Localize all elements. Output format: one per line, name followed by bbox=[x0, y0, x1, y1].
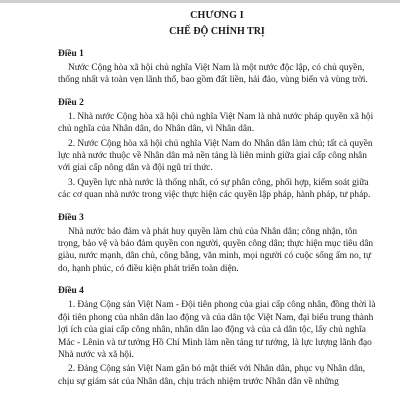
article-2 bbox=[58, 97, 376, 202]
article-heading: Điều 4 bbox=[58, 286, 84, 297]
top-edge-bar bbox=[0, 0, 400, 3]
article-paragraph: 1. Nhà nước Cộng hòa xã hội chủ nghĩa Việt Nam là nhà nước pháp quyền xã hội chủ nghĩa của Nhân dân, do Nhân dân, vì Nhân dân. bbox=[58, 111, 374, 135]
article-heading: Điều 3 bbox=[58, 212, 84, 223]
article-paragraph: 3. Quyền lực nhà nước là thống nhất, có sự phân công, phối hợp, kiểm soát giữa các cơ quan nhà nước trong việc thực hiện các quyền lập pháp, hành pháp, tư pháp. bbox=[58, 177, 371, 201]
article-paragraph: Nước Cộng hòa xã hội chủ nghĩa Việt Nam là một nước độc lập, có chủ quyền, thống nhất và toàn vẹn lãnh thổ, bao gồm đất liền, hải đảo, vùng biển và vùng trời. bbox=[58, 63, 368, 86]
chapter-title: CHẾ ĐỘ CHÍNH TRỊ bbox=[169, 26, 265, 37]
article-4 bbox=[58, 285, 376, 388]
article-heading: Điều 1 bbox=[58, 49, 84, 59]
article-3 bbox=[58, 212, 376, 276]
article-paragraph: Nhà nước bảo đảm và phát huy quyền làm chủ của Nhân dân; công nhận, tôn trọng, bảo vệ và bảo đảm quyền con người, quyền công dân; thực hiện mục tiêu dân giàu, nước mạnh, dân chủ, công bằng, văn minh, mọi người có cuộc sống ấm no, tự do, hạnh phúc, có điều kiện phát triển toàn diện. bbox=[58, 226, 374, 274]
article-paragraph: 2. Đảng Cộng sản Việt Nam gắn bó mật thiết với Nhân dân, phục vụ Nhân dân, chịu sự giám sát của Nhân dân, chịu trách nhiệm trước Nhân dân về những bbox=[58, 364, 366, 387]
article-paragraph: 2. Nước Cộng hòa xã hội chủ nghĩa Việt Nam do Nhân dân làm chủ; tất cả quyền lực nhà nước thuộc về Nhân dân mà nền tảng là liên minh giữa giai cấp công nhân với giai cấp nông dân và đội ngũ trí thức. bbox=[58, 138, 373, 174]
article-heading: Điều 2 bbox=[58, 97, 84, 108]
article-1 bbox=[58, 48, 376, 87]
article-paragraph: 1. Đảng Cộng sản Việt Nam - Đội tiên phong của giai cấp công nhân, đồng thời là đội tiên phong của nhân dân lao động và của dân tộc Việt Nam, đại biểu trung thành lợi ích của giai cấp công nhân, nhân dân lao động và của cả dân tộc, lấy chủ nghĩa Mác - Lênin và tư tưởng Hồ Chí Minh làm nền tảng tư tưởng, là lực lượng lãnh đạo Nhà nước và xã hội. bbox=[58, 300, 376, 360]
chapter-heading: CHƯƠNG I bbox=[190, 10, 244, 21]
document-page bbox=[58, 10, 376, 390]
